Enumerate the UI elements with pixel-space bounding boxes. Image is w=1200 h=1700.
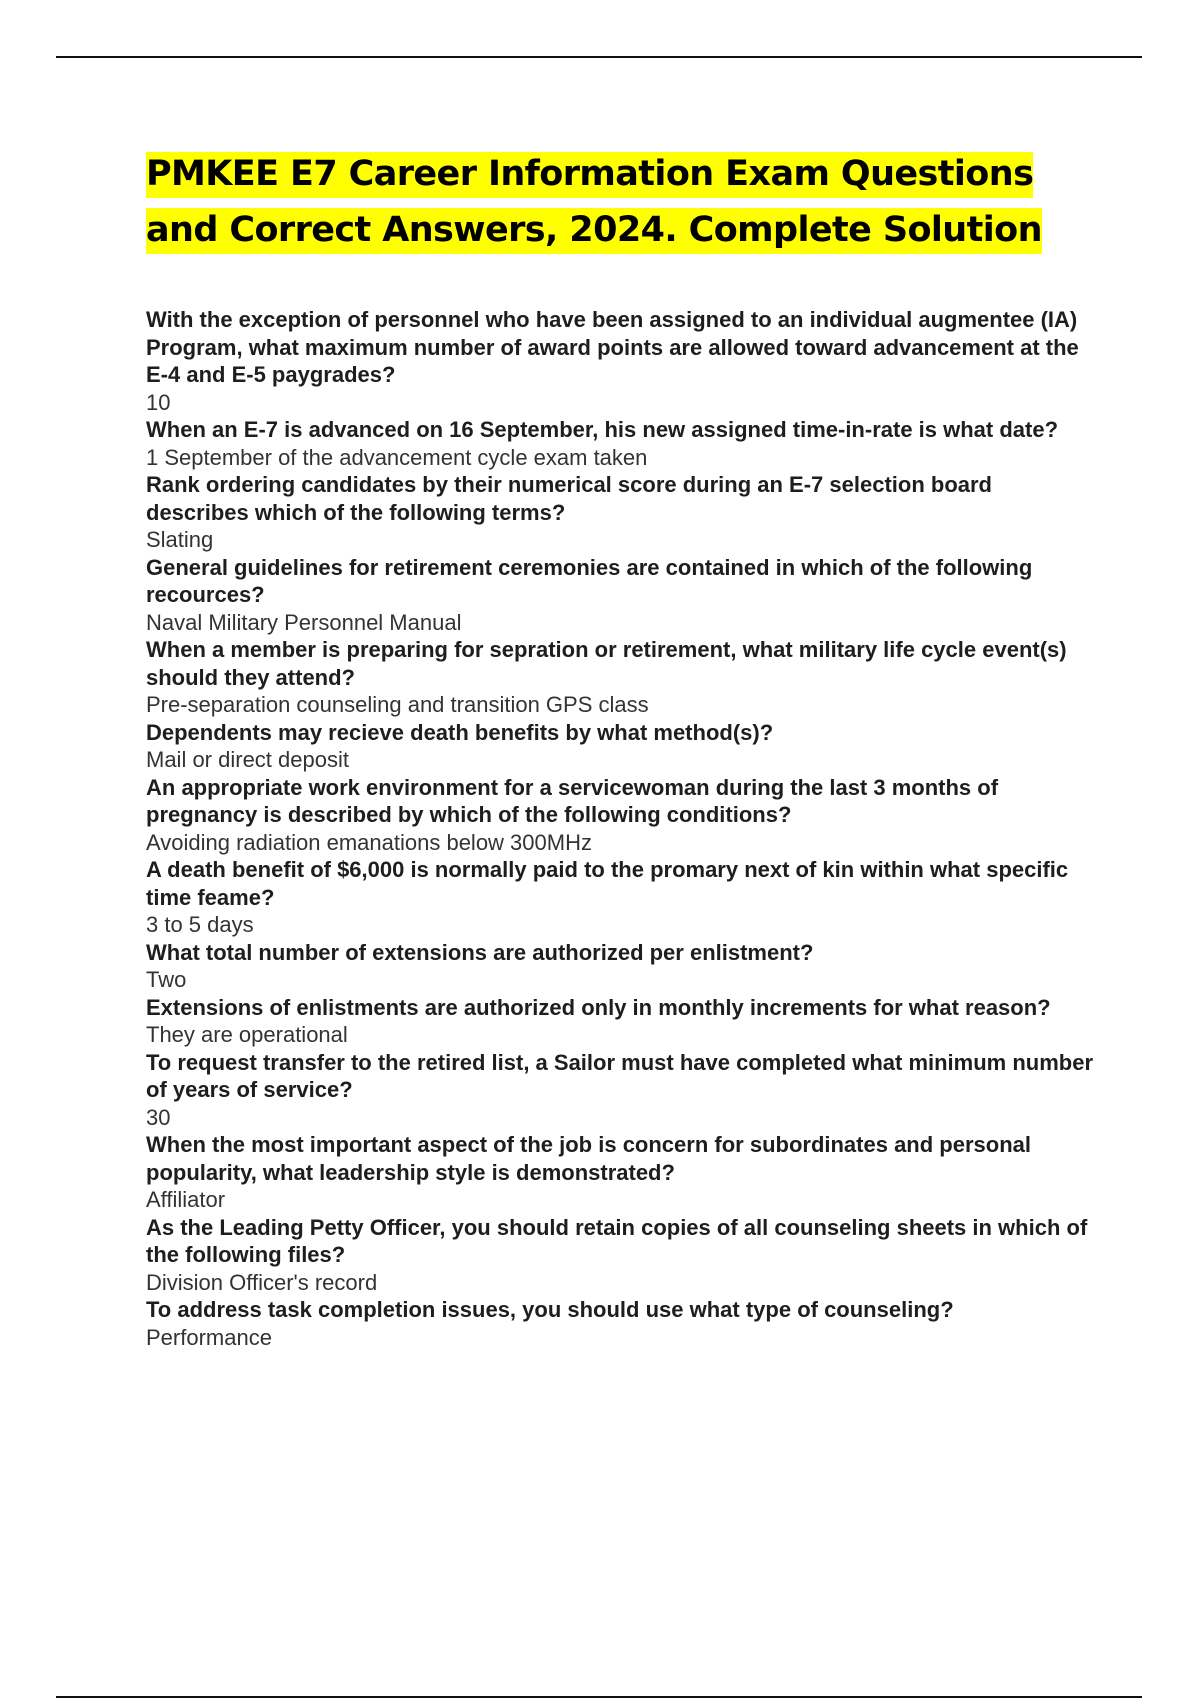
qa-item	[146, 1049, 1096, 1132]
title-part-2: Exam Questions and Correct Answers, 2024. Complete Solution	[146, 154, 1042, 250]
qa-item	[146, 1296, 1096, 1351]
question-text: Rank ordering candidates by their numerical score during an E-7 selection board describes which of the following terms?	[146, 472, 992, 525]
answer-text: 3 to 5 days	[146, 912, 254, 937]
question-text: A death benefit of $6,000 is normally paid to the promary next of kin within what specific time feame?	[146, 857, 1069, 910]
qa-item	[146, 994, 1096, 1049]
answer-text: Slating	[146, 527, 214, 552]
answer-text: They are operational	[146, 1022, 348, 1047]
qa-item	[146, 306, 1096, 416]
qa-item	[146, 1214, 1096, 1297]
title-part-1: PMKEE E7 Career Information	[146, 154, 714, 194]
answer-text: 10	[146, 389, 171, 415]
question-text: When an E-7 is advanced on 16 September, his new assigned time-in-rate is what date?	[146, 417, 1059, 442]
question-text: With the exception of personnel who have been assigned to an individual augmentee (IA) Program, what maximum number of award points are allowed toward advancement at the E-4 and E-5 paygrades?	[146, 307, 1079, 387]
top-rule	[56, 56, 1142, 58]
answer-text: Two	[146, 967, 187, 992]
question-text: An appropriate work environment for a servicewoman during the last 3 months of pregnancy is described by which of the following conditions?	[146, 774, 999, 827]
question-text: Dependents may recieve death benefits by what method(s)?	[146, 719, 774, 745]
qa-item	[146, 1131, 1096, 1214]
bottom-rule	[56, 1696, 1142, 1698]
qa-item	[146, 856, 1096, 939]
question-text: As the Leading Petty Officer, you should retain copies of all counseling sheets in which of the following files?	[146, 1214, 1088, 1267]
document-title	[146, 146, 1086, 258]
question-text: General guidelines for retirement ceremonies are contained in which of the following recources?	[146, 554, 1033, 607]
answer-text: Performance	[146, 1324, 272, 1350]
question-text: Extensions of enlistments are authorized only in monthly increments for what reason?	[146, 994, 1051, 1020]
question-text: What total number of extensions are authorized per enlistment?	[146, 939, 814, 965]
qa-item	[146, 636, 1096, 719]
qa-item	[146, 939, 1096, 994]
answer-text: Affiliator	[146, 1187, 226, 1212]
qa-list	[146, 306, 1096, 1351]
question-text: When a member is preparing for sepration or retirement, what military life cycle event(s) should they attend?	[146, 637, 1067, 690]
title-highlight	[146, 152, 1042, 254]
qa-item	[146, 471, 1096, 554]
answer-text: 1 September of the advancement cycle exam taken	[146, 444, 648, 470]
answer-text: Division Officer's record	[146, 1269, 378, 1295]
qa-item	[146, 416, 1096, 471]
qa-item	[146, 719, 1096, 774]
answer-text: Avoiding radiation emanations below 300MHz	[146, 829, 592, 855]
qa-item	[146, 774, 1096, 857]
answer-text: Pre-separation counseling and transition GPS class	[146, 692, 649, 717]
qa-item	[146, 554, 1096, 637]
answer-text: Mail or direct deposit	[146, 747, 349, 772]
answer-text: Naval Military Personnel Manual	[146, 609, 462, 635]
question-text: When the most important aspect of the job is concern for subordinates and personal popularity, what leadership style is demonstrated?	[146, 1132, 1031, 1185]
question-text: To request transfer to the retired list, a Sailor must have completed what minimum number of years of service?	[146, 1049, 1094, 1102]
answer-text: 30	[146, 1104, 171, 1130]
question-text: To address task completion issues, you should use what type of counseling?	[146, 1297, 954, 1322]
